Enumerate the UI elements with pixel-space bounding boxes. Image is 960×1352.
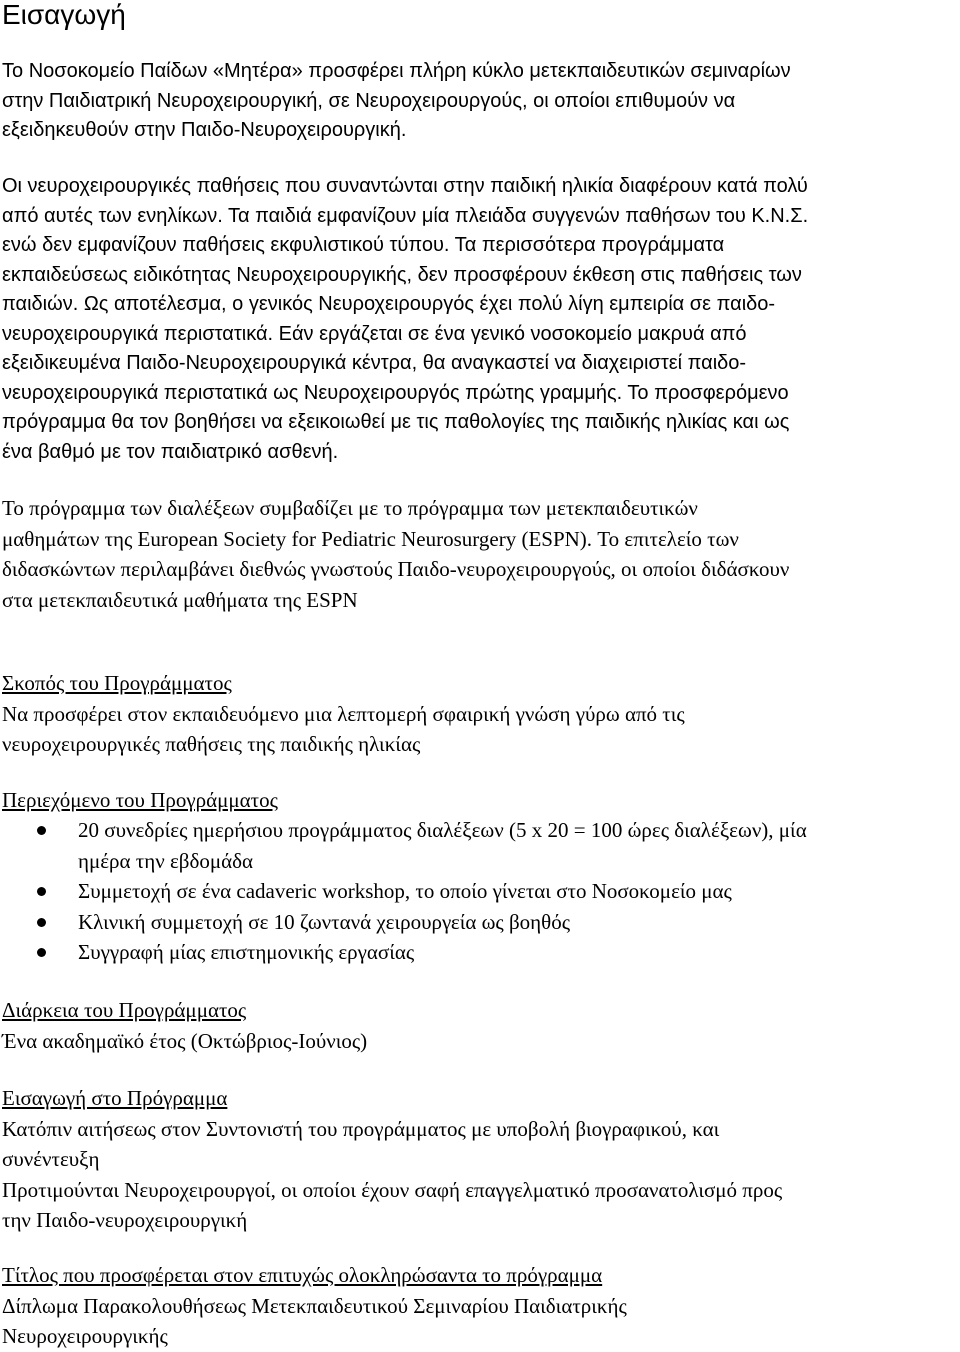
bullet-icon bbox=[37, 948, 46, 957]
section-heading: Εισαγωγή στο Πρόγραμμα bbox=[2, 1086, 228, 1110]
section-heading: Τίτλος που προσφέρεται στον επιτυχώς ολοκληρώσαντα το πρόγραμμα bbox=[2, 1263, 603, 1287]
list-item bbox=[0, 815, 960, 876]
text-line: νευροχειρουργικά περιστατικά ως Νευροχειρουργός πρώτης γραμμής. Το προσφερόμενο bbox=[2, 381, 789, 404]
text-line: Ένα ακαδημαϊκό έτος (Οκτώβριος-Ιούνιος) bbox=[2, 1028, 368, 1053]
text-line: νευροχειρουργικά περιστατικά. Εάν εργάζεται σε ένα γενικό νοσοκομείο μακρυά από bbox=[2, 322, 747, 345]
text-line: 20 συνεδρίες ημερήσιου προγράμματος διαλέξεων (5 x 20 = 100 ώρες διαλέξεων), μία bbox=[78, 818, 807, 842]
content-section bbox=[2, 785, 958, 816]
text-line: από αυτές των ενηλίκων. Τα παιδιά εμφανίζουν μία πλειάδα συγγενών παθήσων του Κ.Ν.Σ. bbox=[2, 204, 809, 227]
text-line: εκπαιδεύσεως ειδικότητας Νευροχειρουργικής, δεν προσφέρουν έκθεση στις παθήσεις των bbox=[2, 263, 802, 286]
intro-paragraph-1 bbox=[2, 57, 958, 146]
certificate-section bbox=[2, 1260, 958, 1352]
text-line: Δίπλωμα Παρακολουθήσεως Μετεκπαιδευτικού Σεμιναρίου Παιδιατρικής bbox=[2, 1293, 627, 1318]
duration-section bbox=[2, 995, 958, 1056]
text-line: Κατόπιν αιτήσεως στον Συντονιστή του προγράμματος με υποβολή βιογραφικού, και bbox=[2, 1116, 720, 1141]
page-title: Εισαγωγή bbox=[2, 0, 126, 30]
text-line: μαθημάτων της European Society for Pediatric Neurosurgery (ESPN). Το επιτελείο των bbox=[2, 526, 739, 551]
admission-section bbox=[2, 1083, 958, 1236]
program-paragraph bbox=[2, 493, 958, 615]
section-heading: Σκοπός του Προγράμματος bbox=[2, 671, 232, 695]
text-line: συνέντευξη bbox=[2, 1147, 100, 1171]
text-line: ημέρα την εβδομάδα bbox=[78, 848, 254, 873]
text-line: νευροχειρουργικές παθήσεις της παιδικής ηλικίας bbox=[2, 732, 421, 756]
text-line: πρόγραμμα θα τον βοηθήσει να εξεικοιωθεί με τις παθολογίες της παιδικής ηλικίας και ως bbox=[2, 411, 790, 433]
text-line: ενώ δεν εμφανίζουν παθήσεις εκφυλιστικού τύπου. Τα περισσότερα προγράμματα bbox=[2, 234, 725, 256]
text-line: Το Νοσοκομείο Παίδων «Μητέρα» προσφέρει πλήρη κύκλο μετεκπαιδευτικών σεμιναρίων bbox=[2, 60, 791, 82]
text-line: διδασκώντων περιλαμβάνει διεθνώς γνωστούς Παιδο-νευροχειρουργούς, οι οποίοι διδάσκουν bbox=[2, 557, 790, 581]
section-heading: Περιεχόμενο του Προγράμματος bbox=[2, 788, 278, 812]
section-heading: Διάρκεια του Προγράμματος bbox=[2, 998, 247, 1022]
bullet-icon bbox=[37, 918, 46, 927]
text-line: εξειδηκευθούν στην Παιδο-Νευροχειρουργική. bbox=[2, 119, 407, 141]
bullet-icon bbox=[37, 826, 46, 835]
text-line: στα μετεκπαιδευτικά μαθήματα της ESPN bbox=[2, 587, 358, 612]
text-line: Συγγραφή μίας επιστημονικής εργασίας bbox=[78, 940, 415, 964]
list-item bbox=[0, 876, 960, 907]
aim-section bbox=[2, 668, 958, 760]
text-line: στην Παιδιατρική Νευροχειρουργική, σε Νευροχειρουργούς, οι οποίοι επιθυμούν να bbox=[2, 89, 736, 112]
content-bullet-list bbox=[0, 815, 960, 968]
text-line: Προτιμούνται Νευροχειρουργοί, οι οποίοι έχουν σαφή επαγγελματικό προσανατολισμό προς bbox=[2, 1177, 783, 1202]
intro-paragraph-2 bbox=[2, 172, 958, 467]
list-item bbox=[0, 907, 960, 938]
text-line: ένα βαθμό με τον παιδιατρικό ασθενή. bbox=[2, 440, 339, 463]
list-item bbox=[0, 937, 960, 968]
bullet-icon bbox=[37, 887, 46, 896]
text-line: Το πρόγραμμα των διαλέξεων συμβαδίζει με το πρόγραμμα των μετεκπαιδευτικών bbox=[2, 496, 698, 520]
text-line: την Παιδο-νευροχειρουργική bbox=[2, 1208, 248, 1232]
text-line: Κλινική συμμετοχή σε 10 ζωντανά χειρουργεία ως βοηθός bbox=[78, 909, 571, 934]
text-line: Νευροχειρουργικής bbox=[2, 1324, 168, 1348]
text-line: παιδιών. Ως αποτέλεσμα, ο γενικός Νευροχειρουργός έχει πολύ λίγη εμπειρία σε παιδο- bbox=[2, 293, 776, 315]
text-line: Να προσφέρει στον εκπαιδευόμενο μια λεπτομερή σφαιρική γνώση γύρω από τις bbox=[2, 701, 685, 726]
text-line: Συμμετοχή σε ένα cadaveric workshop, το οποίο γίνεται στο Νοσοκομείο μας bbox=[78, 879, 732, 903]
text-line: εξειδικευμένα Παιδο-Νευροχειρουργικά κέντρα, θα αναγκαστεί να διαχειριστεί παιδο- bbox=[2, 352, 747, 374]
text-line: Οι νευροχειρουργικές παθήσεις που συναντώνται στην παιδική ηλικία διαφέρουν κατά πολύ bbox=[2, 175, 808, 197]
